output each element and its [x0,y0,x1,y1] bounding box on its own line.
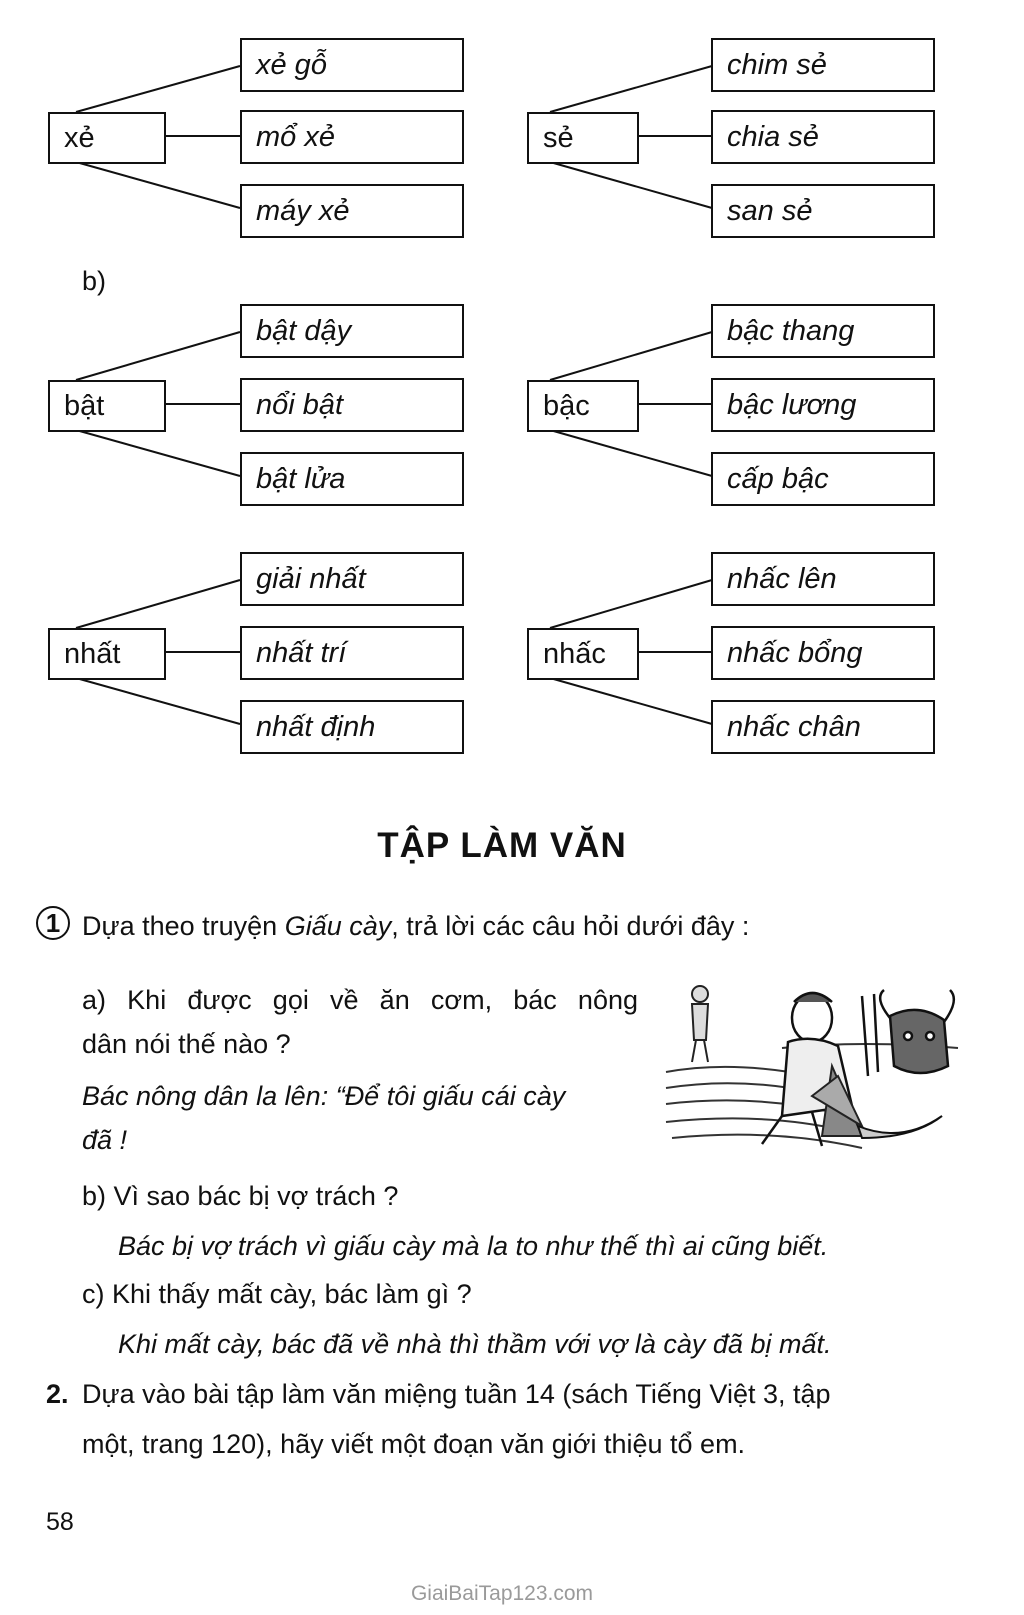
tree-leaf: nhấc lên [711,552,935,606]
q1c-answer: Khi mất cày, bác đã về nhà thì thầm với vợ là cày đã bị mất. [118,1329,832,1359]
q1a-question-line1: a) Khi được gọi về ăn cơm, bác nông [82,985,638,1015]
tree-root-nhat: nhất [48,628,166,680]
section-title: TẬP LÀM VĂN [377,826,627,865]
tree-leaf: máy xẻ [240,184,464,238]
tree-leaf: nhấc bổng [711,626,935,680]
q1a-answer-line1: Bác nông dân la lên: “Để tôi giấu cái cày [82,1081,566,1111]
question-1-text [82,904,749,948]
tree-leaf: nhấc chân [711,700,935,754]
tree-leaf: bậc lương [711,378,935,432]
tree-leaf: nổi bật [240,378,464,432]
tree-root-bac: bậc [527,380,639,432]
tree-leaf: giải nhất [240,552,464,606]
q1a-question-line2: dân nói thế nào ? [82,1029,291,1059]
tree-root-xe: xẻ [48,112,166,164]
tree-leaf: cấp bậc [711,452,935,506]
tree-leaf: bật lửa [240,452,464,506]
q1-text-after: , trả lời các câu hỏi dưới đây : [391,911,750,941]
tree-leaf: chim sẻ [711,38,935,92]
tree-leaf: nhất trí [240,626,464,680]
question-2-number: 2. [46,1379,69,1409]
q1b-question: b) Vì sao bác bị vợ trách ? [82,1181,399,1211]
tree-root-nhac: nhấc [527,628,639,680]
q1a-answer-line2: đã ! [82,1125,128,1155]
tree-root-se: sẻ [527,112,639,164]
q1-story-title: Giấu cày [284,911,392,941]
tree-leaf: bật dậy [240,304,464,358]
question-2-line2: một, trang 120), hãy viết một đoạn văn giới thiệu tổ em. [82,1429,746,1459]
tree-leaf: san sẻ [711,184,935,238]
watermark: GiaiBaiTap123.com [410,1582,594,1605]
tree-leaf: nhất định [240,700,464,754]
tree-leaf: chia sẻ [711,110,935,164]
question-2-line1: Dựa vào bài tập làm văn miệng tuần 14 (sách Tiếng Việt 3, tập [82,1379,831,1409]
q1-text-before: Dựa theo truyện [82,911,285,941]
tree-root-bat: bật [48,380,166,432]
q1c-question: c) Khi thấy mất cày, bác làm gì ? [82,1279,472,1309]
page-number: 58 [46,1508,74,1536]
tree-leaf: mổ xẻ [240,110,464,164]
tree-leaf: bậc thang [711,304,935,358]
farmer-ox-illustration [662,976,960,1154]
tree-leaf: xẻ gỗ [240,38,464,92]
question-number-circle: 1 [36,906,70,940]
section-label-b: b) [82,266,107,296]
q1b-answer: Bác bị vợ trách vì giấu cày mà la to như thế thì ai cũng biết. [118,1231,829,1261]
